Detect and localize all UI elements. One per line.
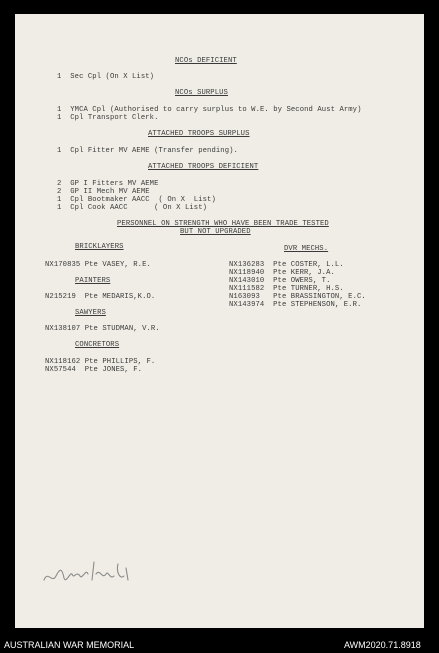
ncos-deficient-line: 1 Sec Cpl (On X List) bbox=[57, 73, 155, 81]
attached-deficient-line: 2 GP II Mech MV AEME bbox=[57, 188, 150, 196]
attached-deficient-line: 1 Cpl Bootmaker AACC ( On X List) bbox=[57, 196, 216, 204]
trade-row: NX136283 Pte COSTER, L.L. bbox=[229, 261, 344, 269]
trade-row: N163093 Pte BRASSINGTON, E.C. bbox=[229, 293, 366, 301]
handwritten-signature bbox=[38, 550, 138, 590]
trade-row: NX138107 Pte STUDMAN, V.R. bbox=[45, 325, 160, 333]
trade-heading-bricklayers: BRICKLAYERS bbox=[75, 243, 124, 251]
heading-ncos-surplus: NCOs SURPLUS bbox=[175, 89, 228, 97]
trade-row: NX118162 Pte PHILLIPS, F. bbox=[45, 358, 156, 366]
footer-institution: AUSTRALIAN WAR MEMORIAL bbox=[4, 640, 135, 650]
ncos-surplus-line: 1 YMCA Cpl (Authorised to carry surplus to W.E. by Second Aust Army) bbox=[57, 106, 362, 114]
trade-heading-dvr-mechs: DVR MECHS. bbox=[284, 245, 329, 253]
trade-heading-painters: PAINTERS bbox=[75, 277, 111, 285]
trade-row: NX57544 Pte JONES, F. bbox=[45, 366, 143, 374]
trade-row: N215219 Pte MEDARIS,K.O. bbox=[45, 293, 156, 301]
attached-deficient-line: 2 GP I Fitters MV AEME bbox=[57, 180, 159, 188]
footer-accession-number: AWM2020.71.8918 bbox=[344, 640, 421, 650]
trade-row: NX143974 Pte STEPHENSON, E.R. bbox=[229, 301, 362, 309]
heading-attached-surplus: ATTACHED TROOPS SURPLUS bbox=[148, 130, 250, 138]
trade-heading-sawyers: SAWYERS bbox=[75, 309, 106, 317]
trade-row: NX111582 Pte TURNER, H.S. bbox=[229, 285, 344, 293]
trade-row: NX118940 Pte KERR, J.A. bbox=[229, 269, 335, 277]
trade-row: NX170835 Pte VASEY, R.E. bbox=[45, 261, 151, 269]
ncos-surplus-line: 1 Cpl Transport Clerk. bbox=[57, 114, 159, 122]
trade-heading-concretors: CONCRETORS bbox=[75, 341, 120, 349]
trade-row: NX143010 Pte OWERS, T. bbox=[229, 277, 331, 285]
heading-personnel-not-upgraded: BUT NOT UPGRADED bbox=[180, 228, 251, 236]
heading-personnel-tested: PERSONNEL ON STRENGTH WHO HAVE BEEN TRADE TESTED bbox=[117, 220, 329, 228]
attached-surplus-line: 1 Cpl Fitter MV AEME (Transfer pending). bbox=[57, 147, 238, 155]
heading-attached-deficient: ATTACHED TROOPS DEFICIENT bbox=[148, 163, 259, 171]
document-page bbox=[15, 14, 424, 628]
attached-deficient-line: 1 Cpl Cook AACC ( On X List) bbox=[57, 204, 208, 212]
heading-ncos-deficient: NCOs DEFICIENT bbox=[175, 57, 237, 65]
